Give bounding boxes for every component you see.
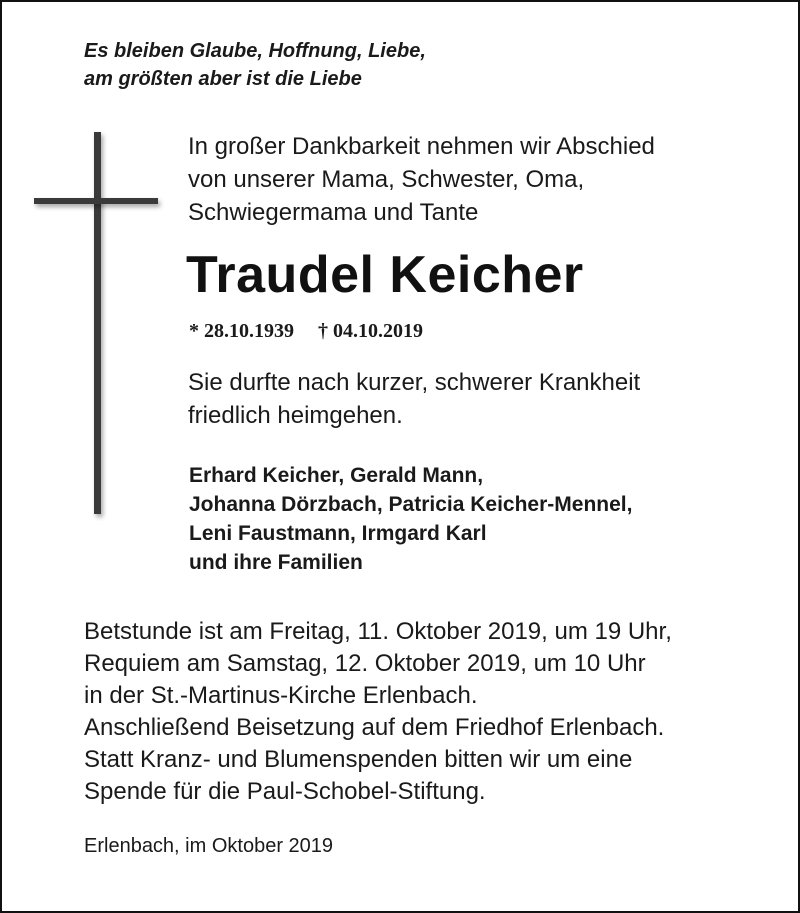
birth-date: * 28.10.1939 bbox=[189, 320, 294, 342]
service-line: Betstunde ist am Freitag, 11. Oktober 2019, um 19 Uhr, bbox=[84, 618, 672, 645]
service-line: Statt Kranz- und Blumenspenden bitten wir um eine bbox=[84, 746, 633, 773]
intro-line: Schwiegermama und Tante bbox=[188, 199, 479, 226]
motto-quote bbox=[84, 37, 426, 93]
service-details bbox=[84, 616, 672, 808]
service-line: Spende für die Paul-Schobel-Stiftung. bbox=[84, 778, 486, 805]
intro-text bbox=[188, 130, 655, 229]
mourners-line: Johanna Dörzbach, Patricia Keicher-Mennel, bbox=[189, 493, 633, 516]
intro-line: In großer Dankbarkeit nehmen wir Abschied bbox=[188, 133, 655, 160]
service-line: in der St.-Martinus-Kirche Erlenbach. bbox=[84, 682, 478, 709]
death-date: † 04.10.2019 bbox=[318, 320, 423, 342]
mourners-line: Leni Faustmann, Irmgard Karl bbox=[189, 522, 487, 545]
mourners-line: und ihre Familien bbox=[189, 551, 363, 574]
farewell-line: Sie durfte nach kurzer, schwerer Krankheit bbox=[188, 369, 641, 396]
intro-line: von unserer Mama, Schwester, Oma, bbox=[188, 166, 585, 193]
cross-vertical-beam bbox=[94, 132, 101, 514]
place-and-date: Erlenbach, im Oktober 2019 bbox=[84, 835, 334, 857]
deceased-name: Traudel Keicher bbox=[186, 246, 584, 304]
farewell-text bbox=[188, 366, 640, 432]
motto-line: am größten aber ist die Liebe bbox=[84, 68, 362, 90]
mourners-list bbox=[189, 461, 632, 577]
cross-icon bbox=[32, 132, 160, 522]
service-line: Anschließend Beisetzung auf dem Friedhof Erlenbach. bbox=[84, 714, 665, 741]
farewell-line: friedlich heimgehen. bbox=[188, 402, 403, 429]
service-line: Requiem am Samstag, 12. Oktober 2019, um 10 Uhr bbox=[84, 650, 646, 677]
life-dates bbox=[189, 318, 423, 344]
motto-line: Es bleiben Glaube, Hoffnung, Liebe, bbox=[84, 40, 426, 62]
mourners-line: Erhard Keicher, Gerald Mann, bbox=[189, 464, 484, 487]
cross-horizontal-beam bbox=[34, 198, 158, 204]
